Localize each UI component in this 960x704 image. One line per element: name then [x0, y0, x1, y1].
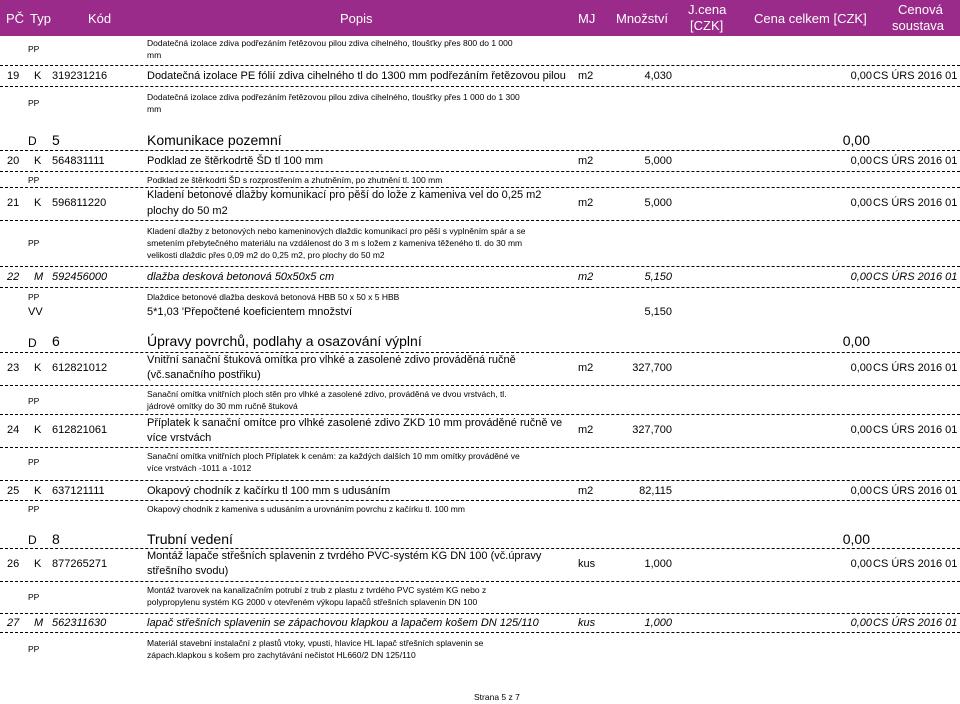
row-divider — [0, 548, 960, 549]
section-total: 0,00 — [842, 333, 870, 349]
col-pc: PČ — [6, 11, 25, 26]
row-description-line: střešního svodu) — [147, 565, 229, 577]
pp-text-line: Sanační omítka vnitřních ploch stěn pro vlhké a zasolené zdivo, prováděná ve dvou vrstvách, tl. — [147, 389, 507, 399]
row-code: 612821061 — [52, 424, 108, 436]
row-unit: kus — [578, 558, 596, 570]
col-mj: MJ — [578, 11, 596, 26]
pp-text-line: mm — [147, 104, 162, 114]
col-cena-celkem: Cena celkem [CZK] — [754, 11, 867, 26]
row-type: K — [34, 485, 42, 497]
row-total: 0,00 — [850, 424, 872, 436]
pp-text-line: Kladení dlažby z betonových nebo kameninových dlaždic komunikací pro pěší s vyplněním spár a se — [147, 226, 526, 236]
row-number: 27 — [7, 617, 20, 629]
row-total: 0,00 — [850, 70, 872, 82]
row-description-line: Vnitřní sanační štuková omítka pro vlhké a zasolené zdivo prováděná ručně — [147, 354, 516, 366]
row-number: 25 — [7, 485, 20, 497]
pp-text-line: Dodatečná izolace zdiva podřezáním řetězovou pilou zdiva cihelného, tloušťky přes 800 do 1 000 — [147, 38, 513, 48]
section-number: 6 — [52, 333, 60, 349]
row-number: 20 — [7, 155, 20, 167]
pp-text-line: mm — [147, 50, 162, 60]
row-unit: m2 — [578, 155, 594, 167]
pp-label: PP — [28, 504, 40, 514]
row-description-line: (vč.sanačního postřiku) — [147, 369, 261, 381]
row-system: CS ÚRS 2016 01 — [873, 362, 958, 374]
pp-label: PP — [28, 175, 40, 185]
vv-value: 5,150 — [644, 306, 672, 318]
vv-label: VV — [28, 306, 43, 318]
row-divider — [0, 65, 960, 66]
row-quantity: 4,030 — [644, 70, 672, 82]
pp-text-line: smetením přebytečného materiálu na vzdálenost do 3 m s ložem z kameniva těženého tl. do 30 mm — [147, 238, 523, 248]
pp-label: PP — [28, 644, 40, 654]
section-number: 8 — [52, 531, 60, 547]
row-divider — [0, 287, 960, 288]
row-divider — [0, 187, 960, 188]
pp-label: PP — [28, 457, 40, 467]
vv-formula: 5*1,03 'Přepočtené koeficientem množství — [147, 306, 353, 318]
row-number: 19 — [7, 70, 20, 82]
row-system: CS ÚRS 2016 01 — [873, 197, 958, 209]
row-code: 562311630 — [52, 617, 107, 629]
row-type: K — [34, 362, 42, 374]
row-system: CS ÚRS 2016 01 — [873, 424, 958, 436]
pp-text-line: polypropylenu systém KG 2000 v otevřeném výkopu lapačů střešních splavenin DN 100 — [147, 597, 478, 607]
row-divider — [0, 352, 960, 353]
pp-text-line: Montáž tvarovek na kanalizačním potrubí z trub z plastu z tvrdého PVC systém KG nebo z — [147, 585, 487, 595]
page-number: Strana 5 z 7 — [474, 692, 520, 702]
row-system: CS ÚRS 2016 01 — [873, 485, 958, 497]
pp-text-line: Okapový chodník z kameniva s udusáním a urovnáním povrchu z kačírku tl. 100 mm — [147, 504, 465, 514]
col-jcena-1: J.cena — [688, 2, 727, 17]
row-quantity: 5,150 — [644, 271, 672, 283]
pp-label: PP — [28, 238, 40, 248]
row-code: 319231216 — [52, 70, 108, 82]
row-divider — [0, 632, 960, 633]
col-jcena-2: [CZK] — [690, 18, 724, 33]
row-type: M — [34, 271, 44, 283]
col-popis: Popis — [340, 11, 373, 26]
row-description-line: Kladení betonové dlažby komunikací pro pěší do lože z kameniva vel do 0,25 m2 — [147, 189, 542, 201]
row-code: 564831111 — [52, 155, 105, 167]
pp-label: PP — [28, 396, 40, 406]
col-cenova-1: Cenová — [898, 2, 943, 17]
pp-text-line: jádrové omítky do 30 mm ručně štuková — [147, 401, 298, 411]
row-description: Okapový chodník z kačírku tl 100 mm s udusáním — [147, 485, 391, 497]
row-quantity: 5,000 — [644, 155, 672, 167]
row-number: 21 — [7, 197, 20, 209]
row-divider — [0, 266, 960, 267]
section-title: Trubní vedení — [147, 531, 233, 547]
row-total: 0,00 — [850, 617, 872, 629]
row-type: K — [34, 558, 42, 570]
col-cenova-2: soustava — [892, 18, 945, 33]
section-total: 0,00 — [842, 132, 870, 148]
row-unit: m2 — [578, 197, 594, 209]
col-kod: Kód — [88, 11, 112, 26]
row-number: 26 — [7, 558, 20, 570]
row-description: lapač střešních splavenin se zápachovou klapkou a lapačem košem DN 125/110 — [147, 617, 539, 629]
row-system: CS ÚRS 2016 01 — [873, 558, 958, 570]
row-number: 23 — [7, 362, 20, 374]
row-unit: m2 — [578, 362, 594, 374]
col-mnozstvi: Množství — [616, 11, 669, 26]
section-number: 5 — [52, 132, 60, 148]
row-code: 637121111 — [52, 485, 105, 497]
row-quantity: 327,700 — [632, 424, 672, 436]
pp-text-line: Materiál stavební instalační z plastů vtoky, vpusti, hlavice HL lapač střešních splavenin se — [147, 638, 484, 648]
section-type: D — [28, 336, 37, 350]
row-system: CS ÚRS 2016 01 — [873, 70, 958, 82]
row-code: 612821012 — [52, 362, 108, 374]
pp-text-line: Dodatečná izolace zdiva podřezáním řetězovou pilou zdiva cihelného, tloušťky přes 1 000 do 1 300 — [147, 92, 520, 102]
row-quantity: 1,000 — [644, 558, 672, 570]
pp-text-line: zápach.klapkou s košem pro zachytávání nečistot HL660/2 DN 125/110 — [147, 650, 416, 660]
row-total: 0,00 — [850, 485, 872, 497]
row-code: 592456000 — [52, 271, 108, 283]
row-quantity: 82,115 — [639, 485, 672, 497]
row-description: Podklad ze štěrkodrtě ŠD tl 100 mm — [147, 155, 324, 167]
row-description-line: plochy do 50 m2 — [147, 205, 228, 217]
row-description-line: Montáž lapače střešních splavenin z tvrdého PVC-systém KG DN 100 (vč.úpravy — [147, 550, 542, 562]
row-type: K — [34, 424, 42, 436]
row-divider — [0, 613, 960, 614]
pp-text-line: Podklad ze štěrkodrti ŠD s rozprostřením a zhutněním, po zhutnění tl. 100 mm — [147, 175, 443, 185]
pp-text-line: více vrstvách -1011 a -1012 — [147, 463, 252, 473]
pp-label: PP — [28, 592, 40, 602]
row-quantity: 5,000 — [644, 197, 672, 209]
section-title: Úpravy povrchů, podlahy a osazování výplní — [147, 333, 422, 349]
row-divider — [0, 480, 960, 481]
row-number: 22 — [7, 271, 20, 283]
pp-text-line: Dlaždice betonové dlažba desková betonová HBB 50 x 50 x 5 HBB — [147, 292, 400, 302]
row-quantity: 1,000 — [644, 617, 672, 629]
row-total: 0,00 — [850, 155, 872, 167]
row-unit: m2 — [578, 271, 594, 283]
pp-text-line: velikosti dlaždic přes 0,09 m2 do 0,25 m2, pro plochy do 50 m2 — [147, 250, 385, 260]
row-type: K — [34, 155, 42, 167]
row-description-line: Příplatek k sanační omítce pro vlhké zasolené zdivo ZKD 10 mm prováděné ručně ve — [147, 417, 563, 429]
row-divider — [0, 385, 960, 386]
row-system: CS ÚRS 2016 01 — [873, 617, 958, 629]
row-divider — [0, 414, 960, 415]
row-divider — [0, 150, 960, 151]
row-unit: m2 — [578, 424, 594, 436]
row-number: 24 — [7, 424, 20, 436]
row-type: M — [34, 617, 44, 629]
row-system: CS ÚRS 2016 01 — [873, 271, 958, 283]
row-total: 0,00 — [850, 362, 872, 374]
row-quantity: 327,700 — [632, 362, 672, 374]
row-total: 0,00 — [850, 271, 872, 283]
row-code: 596811220 — [52, 197, 107, 209]
row-type: K — [34, 70, 42, 82]
row-divider — [0, 171, 960, 172]
pp-label: PP — [28, 98, 40, 108]
table-header — [0, 0, 960, 36]
row-description: dlažba desková betonová 50x50x5 cm — [147, 271, 335, 283]
row-unit: m2 — [578, 70, 594, 82]
col-typ: Typ — [30, 11, 51, 26]
section-type: D — [28, 134, 37, 148]
row-total: 0,00 — [850, 197, 872, 209]
row-divider — [0, 447, 960, 448]
row-divider — [0, 581, 960, 582]
row-code: 877265271 — [52, 558, 108, 570]
row-divider — [0, 500, 960, 501]
pp-label: PP — [28, 44, 40, 54]
section-total: 0,00 — [842, 531, 870, 547]
row-unit: kus — [578, 617, 596, 629]
section-type: D — [28, 533, 37, 547]
section-title: Komunikace pozemní — [147, 132, 282, 148]
row-divider — [0, 86, 960, 87]
row-divider — [0, 220, 960, 221]
row-system: CS ÚRS 2016 01 — [873, 155, 958, 167]
pp-text-line: Sanační omítka vnitřních ploch Příplatek k cenám: za každých dalších 10 mm omítky prováděné ve — [147, 451, 520, 461]
pp-label: PP — [28, 292, 40, 302]
row-total: 0,00 — [850, 558, 872, 570]
row-description: Dodatečná izolace PE fólií zdiva cihelného tl do 1300 mm podřezáním řetězovou pilou — [147, 70, 566, 82]
row-type: K — [34, 197, 42, 209]
row-unit: m2 — [578, 485, 594, 497]
row-description-line: více vrstvách — [147, 432, 212, 444]
